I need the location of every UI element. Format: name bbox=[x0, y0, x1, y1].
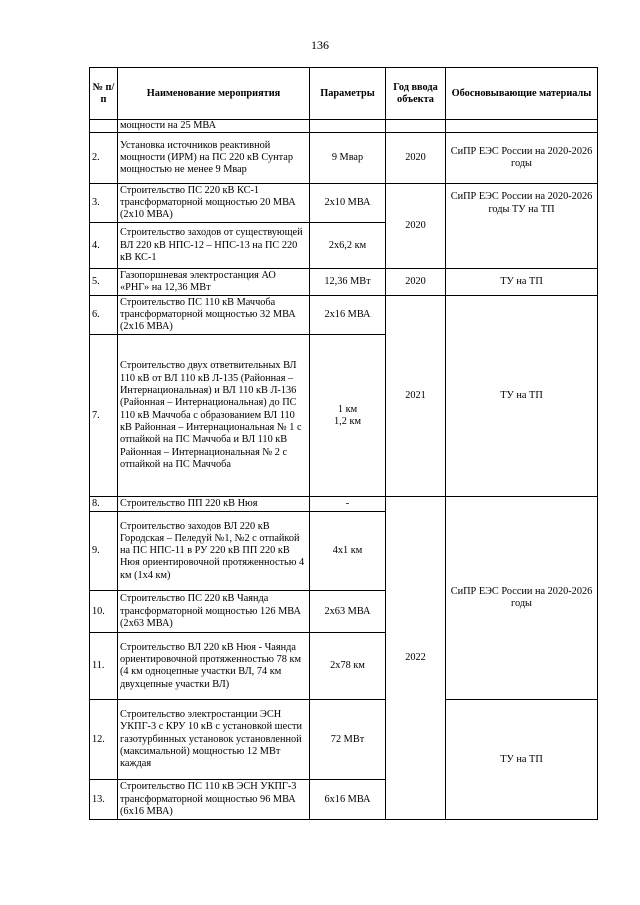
cell-num: 2. bbox=[90, 133, 118, 184]
cell-params: 2х10 МВА bbox=[310, 184, 386, 223]
cell-num: 5. bbox=[90, 269, 118, 296]
cell-name: Строительство электростанции ЭСН УКПГ-3 с КРУ 10 кВ с установкой шести газотурбинных установок установленной (максимальной) мощностью 12 МВт каждая bbox=[118, 700, 310, 780]
table-row bbox=[90, 497, 598, 512]
table-row bbox=[90, 133, 598, 184]
cell-basis: СиПР ЕЭС России на 2020-2026 годы ТУ на ТП bbox=[446, 184, 598, 269]
cell-params: 2х63 МВА bbox=[310, 591, 386, 633]
cell-num: 10. bbox=[90, 591, 118, 633]
table-row bbox=[90, 269, 598, 296]
cell-num: 4. bbox=[90, 223, 118, 269]
cell-year: 2021 bbox=[386, 296, 446, 497]
cell-name: мощности на 25 МВА bbox=[118, 120, 310, 133]
cell-basis: ТУ на ТП bbox=[446, 269, 598, 296]
cell-name: Строительство ПС 220 кВ Чаянда трансформаторной мощностью 126 МВА (2х63 МВА) bbox=[118, 591, 310, 633]
header-basis: Обосновывающие материалы bbox=[446, 68, 598, 120]
cell-params: 2х6,2 км bbox=[310, 223, 386, 269]
cell-year bbox=[386, 120, 446, 133]
cell-year: 2020 bbox=[386, 269, 446, 296]
table-row bbox=[90, 700, 598, 780]
params-line: 1 км bbox=[337, 403, 358, 415]
cell-name: Установка источников реактивной мощности (ИРМ) на ПС 220 кВ Сунтар мощностью не менее 9 Мвар bbox=[118, 133, 310, 184]
cell-basis bbox=[446, 120, 598, 133]
cell-params: - bbox=[310, 497, 386, 512]
cell-params: 12,36 МВт bbox=[310, 269, 386, 296]
cell-params: 72 МВт bbox=[310, 700, 386, 780]
cell-basis: СиПР ЕЭС России на 2020-2026 годы bbox=[446, 133, 598, 184]
cell-params bbox=[310, 120, 386, 133]
table-row bbox=[90, 120, 598, 133]
cell-num: 6. bbox=[90, 296, 118, 335]
cell-year: 2022 bbox=[386, 497, 446, 820]
cell-basis: ТУ на ТП bbox=[446, 296, 598, 497]
page-number: 136 bbox=[311, 38, 329, 52]
table-header-row bbox=[90, 68, 598, 120]
cell-num: 8. bbox=[90, 497, 118, 512]
cell-name: Строительство заходов ВЛ 220 кВ Городская – Пеледуй №1, №2 с отпайкой на ПС НПС-11 в РУ 220 кВ ПП 220 кВ Нюя ориентировочной протяженностью 4 км (1х4 км) bbox=[118, 512, 310, 591]
cell-basis: ТУ на ТП bbox=[446, 700, 598, 820]
cell-name: Строительство двух ответвительных ВЛ 110 кВ от ВЛ 110 кВ Л-135 (Районная – Интернациональная) и ВЛ 110 кВ Л-136 (Районная – Интернациональная) до ПС 110 кВ Маччоба с образованием ВЛ 110 кВ Районная – Интернациональная № 1 с отпайкой на ПС Маччоба и ВЛ 110 кВ Районная – Интернациональная № 2 с отпайкой на ПС Маччоба bbox=[118, 335, 310, 497]
cell-params: 6х16 МВА bbox=[310, 780, 386, 820]
cell-name: Строительство ПС 110 кВ Маччоба трансформаторной мощностью 32 МВА (2х16 МВА) bbox=[118, 296, 310, 335]
cell-year: 2020 bbox=[386, 133, 446, 184]
cell-num bbox=[90, 120, 118, 133]
table-row bbox=[90, 296, 598, 335]
cell-params bbox=[310, 335, 386, 497]
cell-num: 7. bbox=[90, 335, 118, 497]
cell-params: 9 Мвар bbox=[310, 133, 386, 184]
cell-name: Строительство ПС 110 кВ ЭСН УКПГ-3 трансформаторной мощностью 96 МВА (6х16 МВА) bbox=[118, 780, 310, 820]
cell-name: Строительство ПС 220 кВ КС-1 трансформаторной мощностью 20 МВА (2х10 МВА) bbox=[118, 184, 310, 223]
cell-params: 4х1 км bbox=[310, 512, 386, 591]
header-name: Наименование мероприятия bbox=[118, 68, 310, 120]
cell-params: 2х78 км bbox=[310, 633, 386, 700]
header-params: Параметры bbox=[310, 68, 386, 120]
cell-year: 2020 bbox=[386, 184, 446, 269]
cell-num: 13. bbox=[90, 780, 118, 820]
cell-num: 3. bbox=[90, 184, 118, 223]
table-row bbox=[90, 184, 598, 223]
cell-num: 9. bbox=[90, 512, 118, 591]
params-line: 1,2 км bbox=[334, 415, 361, 427]
cell-name: Строительство ВЛ 220 кВ Нюя - Чаянда ориентировочной протяженностью 78 км (4 км одноцепные участки ВЛ, 74 км двухцепные участки ВЛ) bbox=[118, 633, 310, 700]
header-num: № п/п bbox=[90, 68, 118, 120]
cell-name: Строительство заходов от существующей ВЛ 220 кВ НПС-12 – НПС-13 на ПС 220 кВ КС-1 bbox=[118, 223, 310, 269]
measures-table bbox=[89, 67, 598, 820]
cell-num: 12. bbox=[90, 700, 118, 780]
cell-basis: СиПР ЕЭС России на 2020-2026 годы bbox=[446, 497, 598, 700]
cell-name: Строительство ПП 220 кВ Нюя bbox=[118, 497, 310, 512]
cell-params: 2х16 МВА bbox=[310, 296, 386, 335]
cell-name: Газопоршневая электростанция АО «РНГ» на 12,36 МВт bbox=[118, 269, 310, 296]
cell-num: 11. bbox=[90, 633, 118, 700]
header-year: Год ввода объекта bbox=[386, 68, 446, 120]
